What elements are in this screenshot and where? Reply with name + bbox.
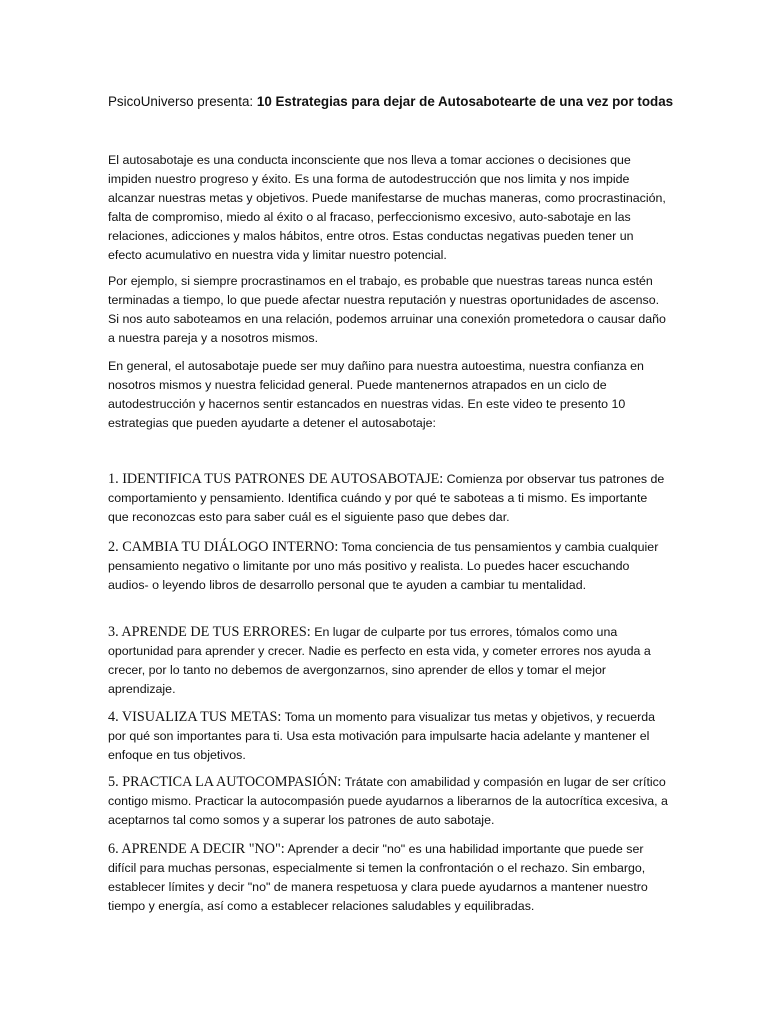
strategy-item-6: [108, 840, 670, 916]
strategy-body: Comienza por observar tus patrones de comportamiento y pensamiento. Identifica cuándo y por qué te saboteas a ti mismo. Es importante que reconozcas esto para saber cuál es el siguiente paso que debes dar.: [108, 472, 665, 524]
strategy-body: Aprender a decir "no" es una habilidad importante que puede ser difícil para muchas personas, especialmente si temen la confrontación o el rechazo. Sin embargo, establecer límites y decir "no" de manera respetuosa y clara puede ayudarnos a mantener nuestro tiempo y energía, así como a establecer relaciones saludables y equilibradas.: [108, 842, 648, 913]
strategy-heading: 1. IDENTIFICA TUS PATRONES DE AUTOSABOTAJE:: [108, 471, 444, 487]
strategy-item-3: [108, 623, 670, 699]
strategy-body: Toma un momento para visualizar tus metas y objetivos, y recuerda por qué son importantes para ti. Usa esta motivación para impulsarte hacia adelante y mantener el enfoque en tus objetivos.: [108, 710, 656, 762]
intro-paragraph-1: El autosabotaje es una conducta inconsciente que nos lleva a tomar acciones o decisiones que impiden nuestro progreso y éxito. Es una forma de autodestrucción que nos limita y nos impide alcanzar nuestras metas y objetivos. Puede manifestarse de muchas maneras, como procrastinación, falta de compromiso, miedo al éxito o al fracaso, perfeccionismo excesivo, auto-sabotaje en las relaciones, adicciones y malos hábitos, entre otros. Estas conductas negativas pueden tener un efecto acumulativo en nuestra vida y limitar nuestro potencial.: [108, 153, 666, 262]
strategy-heading: 3. APRENDE DE TUS ERRORES:: [108, 624, 311, 640]
title-main: 10 Estrategias para dejar de Autosabotearte de una vez por todas: [256, 94, 674, 109]
intro-paragraph-2: Por ejemplo, si siempre procrastinamos en el trabajo, es probable que nuestras tareas nunca estén terminadas a tiempo, lo que puede afectar nuestra reputación y nuestras oportunidades de ascenso. Si nos auto saboteamos en una relación, podemos arruinar una conexión prometedora o causar daño a nuestra pareja y a nosotros mismos.: [108, 274, 666, 345]
strategy-item-5: [108, 773, 670, 830]
strategy-body: En lugar de culparte por tus errores, tómalos como una oportunidad para aprender y crecer. Nadie es perfecto en esta vida, y cometer errores nos ayuda a crecer, por lo tanto no debemos de avergonzarnos, sino aprender de ellos y tomar el mejor aprendizaje.: [108, 625, 651, 696]
strategy-heading: 5. PRACTICA LA AUTOCOMPASIÓN:: [108, 774, 342, 790]
strategy-item-1: [108, 470, 670, 527]
strategy-body: Toma conciencia de tus pensamientos y cambia cualquier pensamiento negativo o limitante por uno más positivo y realista. Lo puedes hacer escuchando audios- o leyendo libros de desarrollo personal que te ayuden a cambiar tu mentalidad.: [108, 540, 659, 592]
strategy-item-4: [108, 708, 670, 765]
title-brand: PsicoUniverso presenta:: [108, 94, 254, 109]
document-title: [108, 93, 674, 111]
intro-paragraph-3: En general, el autosabotaje puede ser muy dañino para nuestra autoestima, nuestra confianza en nosotros mismos y nuestra felicidad general. Puede mantenernos atrapados en un ciclo de autodestrucción y hacernos sentir estancados en nuestras vidas. En este video te presento 10 estrategias que pueden ayudarte a detener el autosabotaje:: [108, 359, 644, 430]
strategy-heading: 6. APRENDE A DECIR "NO":: [108, 841, 285, 857]
strategy-heading: 2. CAMBIA TU DIÁLOGO INTERNO:: [108, 539, 339, 555]
strategy-body: Trátate con amabilidad y compasión en lugar de ser crítico contigo mismo. Practicar la autocompasión puede ayudarnos a liberarnos de la autocrítica excesiva, a aceptarnos tal como somos y a superar los patrones de auto sabotaje.: [108, 775, 668, 827]
strategy-heading: 4. VISUALIZA TUS METAS:: [108, 709, 282, 725]
strategy-item-2: [108, 538, 670, 595]
